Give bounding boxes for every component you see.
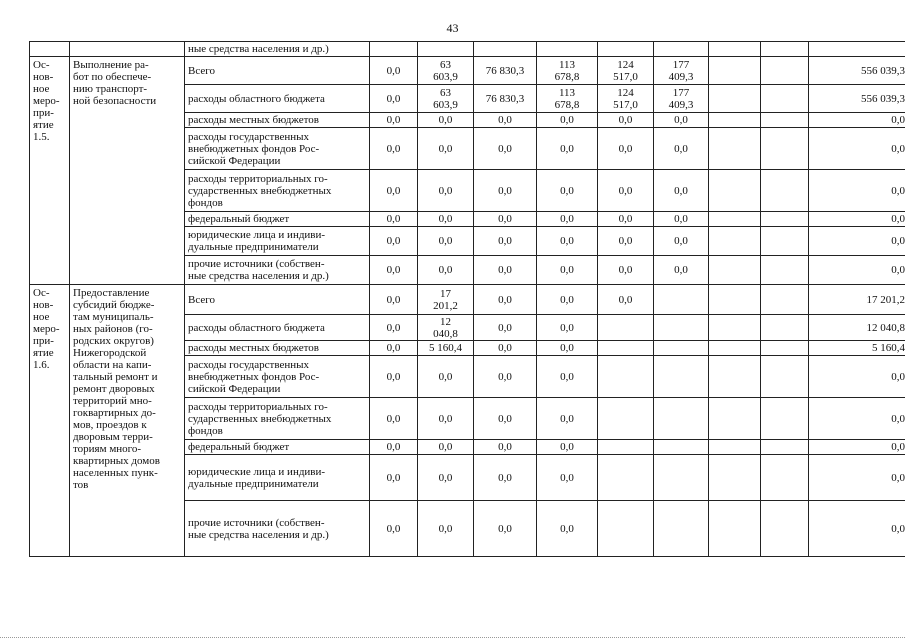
funding-source-cell: юридические лица и индиви- дуальные предприниматели [185,455,370,501]
value-cell: 0,0 [537,285,598,315]
value-cell: 0,0 [598,128,654,170]
value-cell: 0,0 [370,455,418,501]
value-cell: 0,0 [474,455,537,501]
value-cell [598,440,654,455]
value-cell: 0,0 [537,212,598,227]
value-cell: 0,0 [474,356,537,398]
value-cell: 0,0 [474,128,537,170]
value-cell [761,57,809,85]
value-cell: 0,0 [418,455,474,501]
total-cell: 0,0 [809,356,905,398]
funding-source-cell: прочие источники (собствен- ные средства населения и др.) [185,256,370,285]
value-cell [709,42,761,57]
value-cell: 0,0 [370,501,418,557]
value-cell: 0,0 [654,113,709,128]
value-cell [709,227,761,256]
value-cell: 0,0 [418,212,474,227]
value-cell: 0,0 [370,440,418,455]
value-cell: 177 409,3 [654,57,709,85]
value-cell: 0,0 [474,256,537,285]
value-cell: 0,0 [418,501,474,557]
value-cell [598,398,654,440]
value-cell: 0,0 [474,398,537,440]
value-cell: 124 517,0 [598,85,654,113]
total-cell [809,42,905,57]
page-bottom-edge [0,636,905,638]
value-cell: 0,0 [537,501,598,557]
value-cell [709,85,761,113]
value-cell: 0,0 [418,128,474,170]
value-cell: 0,0 [418,170,474,212]
value-cell: 0,0 [474,341,537,356]
value-cell: 0,0 [474,315,537,341]
activity-number-cell: Ос- нов- ное меро- при- ятие 1.5. [30,57,70,285]
value-cell [761,501,809,557]
value-cell: 113 678,8 [537,57,598,85]
funding-source-cell: расходы государственных внебюджетных фондов Рос- сийской Федерации [185,356,370,398]
value-cell [761,285,809,315]
total-cell: 0,0 [809,440,905,455]
value-cell: 0,0 [418,398,474,440]
value-cell [598,356,654,398]
value-cell: 0,0 [474,170,537,212]
value-cell [598,315,654,341]
table-body [30,42,905,557]
funding-source-cell: расходы областного бюджета [185,85,370,113]
value-cell: 0,0 [370,285,418,315]
value-cell: 0,0 [598,227,654,256]
value-cell: 113 678,8 [537,85,598,113]
value-cell [474,42,537,57]
value-cell: 0,0 [537,398,598,440]
value-cell [654,341,709,356]
funding-source-cell: прочие источники (собствен- ные средства населения и др.) [185,501,370,557]
total-cell: 556 039,3 [809,57,905,85]
value-cell [537,42,598,57]
value-cell: 0,0 [537,170,598,212]
value-cell: 0,0 [598,170,654,212]
value-cell [709,113,761,128]
funding-source-cell: Всего [185,285,370,315]
funding-source-cell: федеральный бюджет [185,212,370,227]
value-cell [598,455,654,501]
value-cell [654,501,709,557]
value-cell: 0,0 [654,128,709,170]
value-cell: 0,0 [370,227,418,256]
value-cell: 0,0 [418,440,474,455]
value-cell [654,285,709,315]
value-cell [761,212,809,227]
value-cell: 63 603,9 [418,85,474,113]
value-cell: 0,0 [537,227,598,256]
value-cell [761,256,809,285]
funding-source-cell: расходы областного бюджета [185,315,370,341]
value-cell: 0,0 [370,212,418,227]
value-cell: 12 040,8 [418,315,474,341]
funding-source-cell: расходы территориальных го- сударственных внебюджетных фондов [185,398,370,440]
value-cell [418,42,474,57]
value-cell: 0,0 [418,113,474,128]
value-cell [598,42,654,57]
total-cell: 0,0 [809,455,905,501]
table-row [30,57,905,85]
source-name-cell: ные средства населения и др.) [185,42,370,57]
table-row-continuation [30,42,905,57]
value-cell [761,227,809,256]
value-cell: 0,0 [654,256,709,285]
value-cell: 0,0 [598,113,654,128]
value-cell: 0,0 [537,128,598,170]
total-cell: 0,0 [809,256,905,285]
value-cell: 76 830,3 [474,57,537,85]
value-cell [654,315,709,341]
value-cell: 0,0 [537,315,598,341]
value-cell [654,455,709,501]
value-cell: 0,0 [654,170,709,212]
value-cell [709,285,761,315]
value-cell [654,42,709,57]
value-cell: 0,0 [537,455,598,501]
value-cell [761,440,809,455]
value-cell: 0,0 [598,285,654,315]
value-cell [709,256,761,285]
value-cell: 0,0 [418,356,474,398]
value-cell [761,455,809,501]
value-cell: 0,0 [370,57,418,85]
value-cell: 0,0 [418,256,474,285]
value-cell [761,128,809,170]
funding-source-cell: расходы территориальных го- сударственных внебюджетных фондов [185,170,370,212]
funding-source-cell: Всего [185,57,370,85]
funding-source-cell: расходы местных бюджетов [185,113,370,128]
value-cell: 0,0 [370,398,418,440]
value-cell [709,356,761,398]
value-cell: 0,0 [537,440,598,455]
value-cell: 0,0 [537,256,598,285]
value-cell [598,341,654,356]
value-cell: 0,0 [370,315,418,341]
budget-table [29,41,905,557]
group-label-cell [30,42,70,57]
value-cell: 17 201,2 [418,285,474,315]
value-cell: 0,0 [474,212,537,227]
value-cell: 0,0 [654,212,709,227]
total-cell: 0,0 [809,227,905,256]
funding-source-cell: расходы государственных внебюджетных фондов Рос- сийской Федерации [185,128,370,170]
total-cell: 12 040,8 [809,315,905,341]
funding-source-cell: расходы местных бюджетов [185,341,370,356]
activity-number-cell: Ос- нов- ное меро- при- ятие 1.6. [30,285,70,557]
value-cell [761,170,809,212]
value-cell: 76 830,3 [474,85,537,113]
value-cell [654,398,709,440]
value-cell: 0,0 [654,227,709,256]
value-cell: 0,0 [474,227,537,256]
value-cell [709,170,761,212]
value-cell: 0,0 [537,113,598,128]
total-cell: 0,0 [809,128,905,170]
total-cell: 0,0 [809,212,905,227]
value-cell [761,113,809,128]
value-cell [370,42,418,57]
value-cell: 0,0 [474,440,537,455]
value-cell [709,212,761,227]
value-cell [761,315,809,341]
total-cell: 5 160,4 [809,341,905,356]
value-cell [598,501,654,557]
value-cell [654,440,709,455]
value-cell: 5 160,4 [418,341,474,356]
activity-title-cell: Предоставление субсидий бюдже- там муниципаль- ных районов (го- родских округов) Нижегородской области на капи- тальный ремонт и ремонт дворовых территорий мно- гоквартирных до- мов, проездов к дворовым терри- ториям много- квартирных домов населенных пунк- тов [70,285,185,557]
value-cell: 0,0 [474,113,537,128]
total-cell: 0,0 [809,501,905,557]
total-cell: 17 201,2 [809,285,905,315]
value-cell [709,341,761,356]
value-cell: 63 603,9 [418,57,474,85]
total-cell: 0,0 [809,170,905,212]
value-cell [761,42,809,57]
value-cell: 177 409,3 [654,85,709,113]
value-cell [709,57,761,85]
value-cell [761,356,809,398]
value-cell: 0,0 [598,212,654,227]
value-cell [654,356,709,398]
value-cell: 0,0 [474,285,537,315]
total-cell: 0,0 [809,398,905,440]
value-cell: 0,0 [474,501,537,557]
value-cell: 0,0 [537,341,598,356]
funding-source-cell: федеральный бюджет [185,440,370,455]
value-cell: 0,0 [370,341,418,356]
value-cell: 124 517,0 [598,57,654,85]
value-cell [709,501,761,557]
value-cell [709,128,761,170]
value-cell: 0,0 [370,356,418,398]
total-cell: 556 039,3 [809,85,905,113]
value-cell [761,341,809,356]
funding-source-cell: юридические лица и индиви- дуальные предприниматели [185,227,370,256]
value-cell [761,85,809,113]
page-number: 43 [446,21,459,35]
value-cell [709,398,761,440]
total-cell: 0,0 [809,113,905,128]
value-cell: 0,0 [418,227,474,256]
value-cell: 0,0 [370,85,418,113]
value-cell: 0,0 [370,170,418,212]
value-cell: 0,0 [598,256,654,285]
value-cell: 0,0 [537,356,598,398]
value-cell [709,315,761,341]
activity-title-cell: Выполнение ра- бот по обеспече- нию транспорт- ной безопасности [70,57,185,285]
value-cell: 0,0 [370,128,418,170]
value-cell [709,440,761,455]
value-cell: 0,0 [370,256,418,285]
value-cell [761,398,809,440]
table-row [30,285,905,315]
value-cell: 0,0 [370,113,418,128]
value-cell [709,455,761,501]
group-title-cell [70,42,185,57]
